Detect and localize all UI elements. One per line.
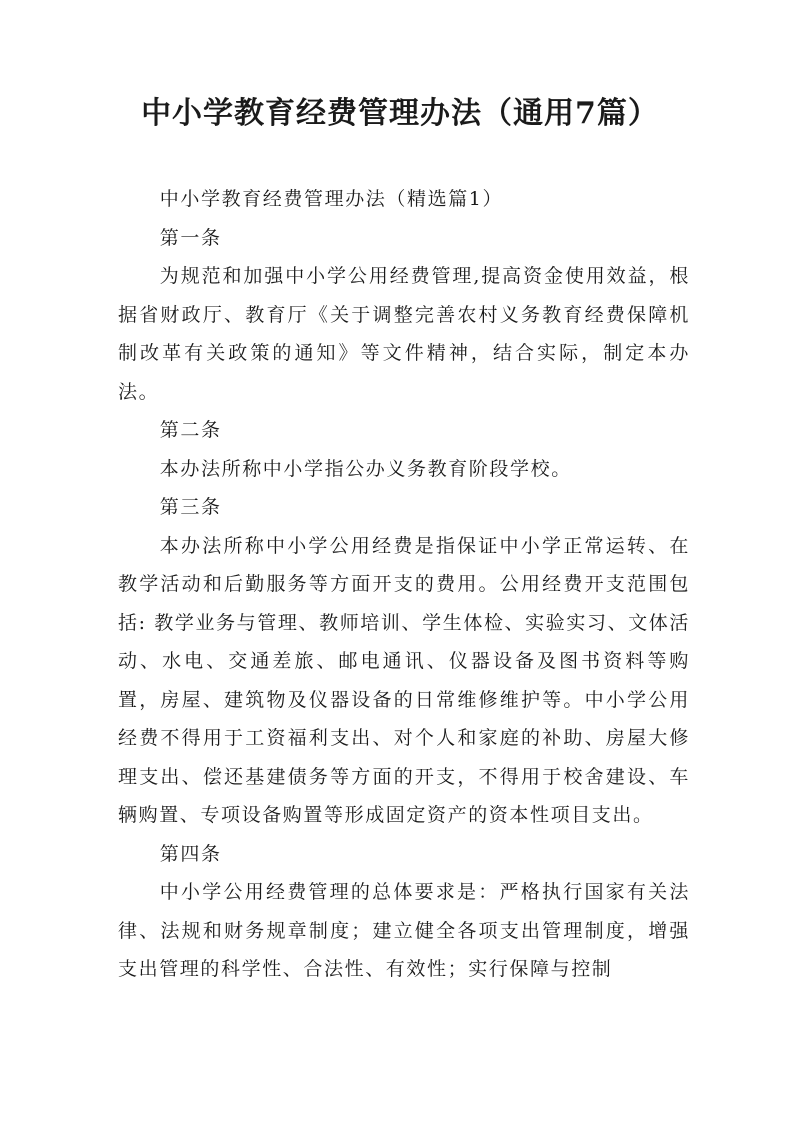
document-title: 中小学教育经费管理办法（通用7篇） bbox=[141, 96, 659, 131]
article-heading: 第一条 bbox=[159, 226, 222, 249]
document-body bbox=[118, 180, 690, 989]
article-paragraph: 为规范和加强中小学公用经费管理,提高资金使用效益，根据省财政厅、教育厅《关于调整完善农村义务教育经费保障机制改革有关政策的通知》等文件精神，结合实际，制定本办法。 bbox=[118, 265, 690, 403]
section-heading: 中小学教育经费管理办法（精选篇1） bbox=[159, 188, 504, 210]
article-paragraph: 本办法所称中小学公用经费是指保证中小学正常运转、在教学活动和后勤服务等方面开支的费用。公用经费开支范围包括: 教学业务与管理、教师培训、学生体检、实验实习、文体活动、水电、交通差旅、邮电通讯、仪器设备及图书资料等购置，房屋、建筑物及仪器设备的日常维修维护等。中小学公用经费不得用于工资福利支出、对个人和家庭的补助、房屋大修理支出、偿还基建债务等方面的开支，不得用于校舍建设、车辆购置、专项设备购置等形成固定资产的资本性项目支出。 bbox=[118, 534, 690, 826]
article-heading: 第四条 bbox=[159, 842, 222, 865]
article-heading: 第二条 bbox=[159, 419, 222, 441]
article-paragraph: 本办法所称中小学指公办义务教育阶段学校。 bbox=[159, 457, 572, 480]
article-paragraph: 中小学公用经费管理的总体要求是：严格执行国家有关法律、法规和财务规章制度；建立健全各项支出管理制度，增强支出管理的科学性、合法性、有效性；实行保障与控制 bbox=[118, 881, 690, 980]
article-heading: 第三条 bbox=[159, 496, 222, 518]
